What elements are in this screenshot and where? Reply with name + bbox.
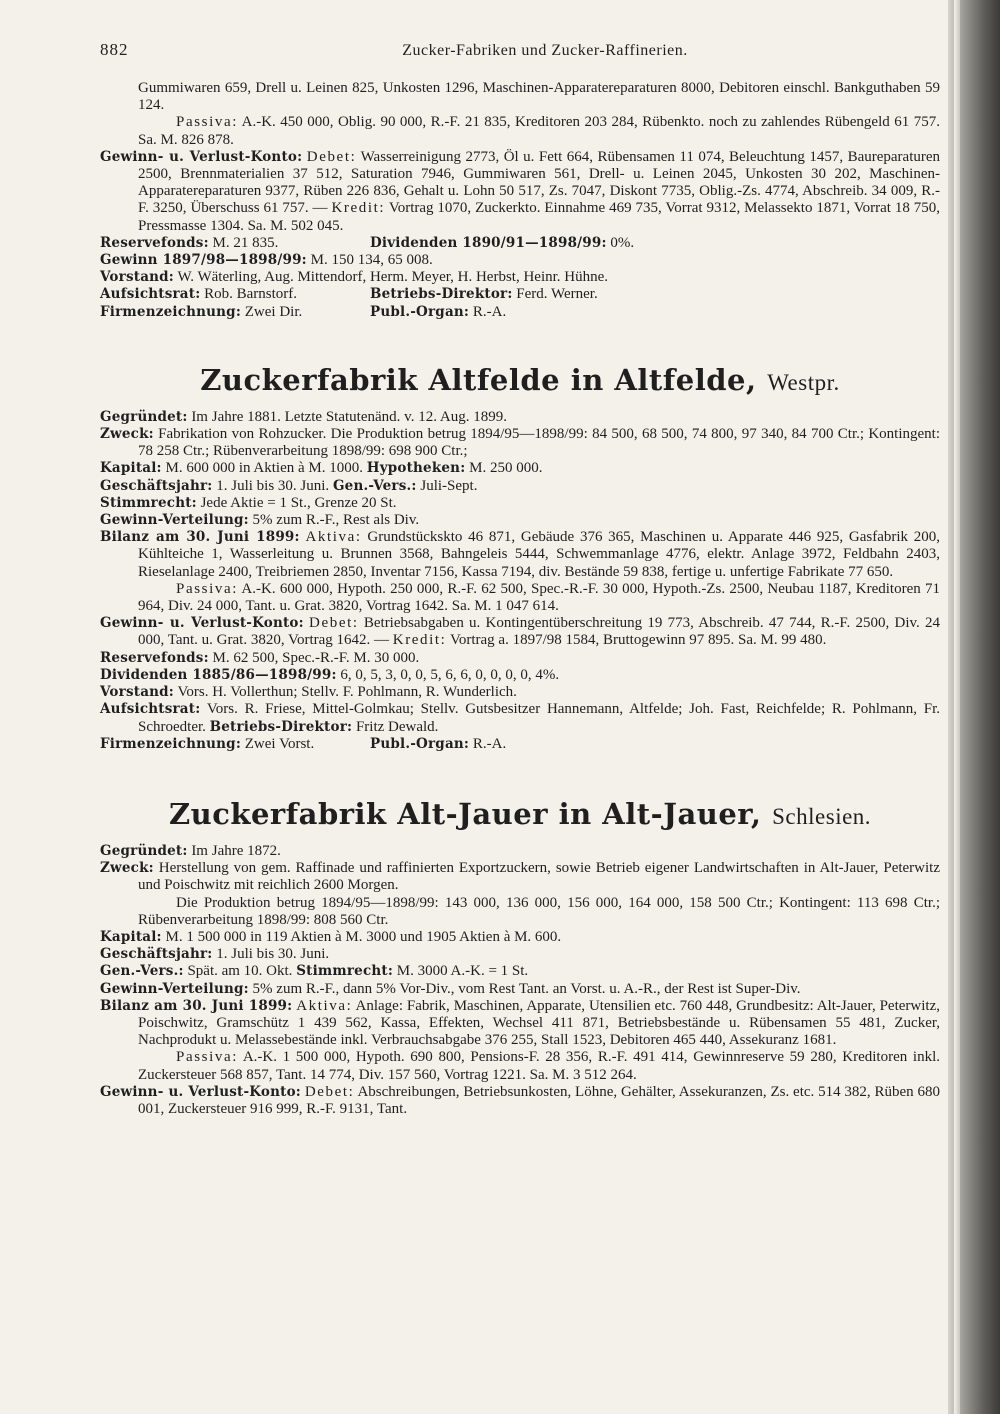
altfelde-aufsichtsrat: Aufsichtsrat: Vors. R. Friese, Mittel-Golmkau; Stellv. Gutsbesitzer Hannemann, Altfelde; Joh. Fast, Reichfelde; R. Pohlmann, Fr. Schroedter. Betriebs-Direktor: Fritz Dewald. [100, 701, 940, 735]
altfelde-gegruendet: Gegründet: Im Jahre 1881. Letzte Statutenänd. v. 12. Aug. 1899. [100, 408, 507, 425]
running-title: Zucker-Fabriken und Zucker-Raffinerien. [402, 42, 688, 59]
altjauer-gewinn-verteilung: Gewinn-Verteilung: 5% zum R.-F., dann 5% Vor-Div., vom Rest Tant. an Vorst. u. A.-R., der Rest ist Super-Div. [100, 980, 801, 997]
altjauer-bilanz-aktiva: Bilanz am 30. Juni 1899: Aktiva: Anlage: Fabrik, Maschinen, Apparate, Utensilien etc. 760 448, Grundbesitz: Alt-Jauer, Peterwitz, Poischwitz, Gramschütz 1 439 562, Kassa, Effekten, Wechsel 411 871, Betriebsbestände u. Rübensamen 55 481, Zucker, Nachprodukt u. Melassebestände inkl. Verbrauchsabgabe 376 255, Stall 1523, Debitoren 465 440, Assekuranz 1681. [100, 997, 940, 1049]
altjauer-gen-vers: Gen.-Vers.: Spät. am 10. Okt. Stimmrecht: M. 3000 A.-K. = 1 St. [100, 963, 529, 980]
page-number: 882 [100, 40, 129, 59]
altfelde-zweck: Zweck: Fabrikation von Rohzucker. Die Produktion betrug 1894/95—1898/99: 84 500, 68 500, 74 800, 97 340, 84 700 Ctr.; Kontingent: 78 258 Ctr.; Rübenverarbeitung 1898/99: 698 900 Ctr.; [100, 426, 941, 460]
altjauer-produktion: Die Produktion betrug 1894/95—1898/99: 143 000, 136 000, 156 000, 164 000, 158 500 Ctr.; Kontingent: 113 698 Ctr.; Rübenverarbeitung 1898/99: 808 560 Ctr. [138, 894, 940, 928]
scan-edge-highlight [954, 0, 960, 1414]
prev-gewinn: Gewinn 1897/98—1898/99: M. 150 134, 65 008. [100, 252, 433, 269]
altjauer-kapital: Kapital: M. 1 500 000 in 119 Aktien à M. 3000 und 1905 Aktien à M. 600. [100, 928, 562, 945]
entry-altjauer [100, 843, 940, 1118]
altjauer-guv: Gewinn- u. Verlust-Konto: Debet: Abschreibungen, Betriebsunkosten, Löhne, Gehälter, Assekuranzen, Zs. etc. 514 382, Rüben 680 001, Zuckersteuer 916 999, R.-F. 9131, Tant. [100, 1083, 941, 1117]
altfelde-stimmrecht: Stimmrecht: Jede Aktie = 1 St., Grenze 20 St. [100, 494, 397, 511]
running-head [100, 40, 940, 80]
prev-passiva: Passiva: A.-K. 450 000, Oblig. 90 000, R.-F. 21 835, Kreditoren 203 284, Rübenkto. noch zu zahlendes Rübengeld 61 757. Sa. M. 826 878. [138, 114, 940, 148]
prev-aufsichtsrat: Aufsichtsrat: Rob. Barnstorf. Betriebs-Direktor: Ferd. Werner. [100, 286, 598, 303]
prev-continuation: Gummiwaren 659, Drell u. Leinen 825, Unkosten 1296, Maschinen-Apparatereparaturen 8000, Debitoren einschl. Bankguthaben 59 124. [138, 80, 940, 114]
prev-reserve-dividenden: Reservefonds: M. 21 835. Dividenden 1890/91—1898/99: 0%. [100, 234, 635, 251]
prev-firmenzeichnung: Firmenzeichnung: Zwei Dir. Publ.-Organ: R.-A. [100, 303, 507, 320]
altjauer-passiva: Passiva: A.-K. 1 500 000, Hypoth. 690 800, Pensions-F. 28 356, R.-F. 491 414, Gewinnreserve 59 280, Kreditoren inkl. Zuckersteuer 568 857, Tant. 14 774, Div. 157 560, Vortrag 1221. Sa. M. 3 512 264. [138, 1049, 940, 1083]
altfelde-firmenzeichnung: Firmenzeichnung: Zwei Vorst. Publ.-Organ: R.-A. [100, 735, 507, 752]
altfelde-dividenden: Dividenden 1885/86—1898/99: 6, 0, 5, 3, 0, 0, 5, 6, 6, 0, 0, 0, 0, 4%. [100, 666, 560, 683]
heading-altfelde: Zuckerfabrik Altfelde in Altfelde, Westpr. [200, 362, 840, 397]
altfelde-bilanz-aktiva: Bilanz am 30. Juni 1899: Aktiva: Grundstückskto 46 871, Gebäude 376 365, Maschinen u. Apparate 446 925, Gasfabrik 200, Kühlteiche 1, Wasserleitung u. Brunnen 3568, Bahngeleis 5444, Schwemmanlage 4776, elektr. Anlage 3972, Feldbahn 2403, Rieselanlage 2400, Treibriemen 2850, Inventar 7156, Kassa 7194, div. Bestände 59 838, fertige u. unfertige Fabrikate 77 650. [100, 529, 941, 580]
altfelde-passiva: Passiva: A.-K. 600 000, Hypoth. 250 000, R.-F. 62 500, Spec.-R.-F. 30 000, Hypoth.-Zs. 2500, Neubau 1187, Kreditoren 71 964, Div. 24 000, Tant. u. Grat. 3820, Vortrag 1642. Sa. M. 1 047 614. [138, 580, 940, 615]
altfelde-gewinn-verteilung: Gewinn-Verteilung: 5% zum R.-F., Rest als Div. [100, 512, 420, 529]
entry-altfelde [100, 409, 940, 753]
altfelde-guv: Gewinn- u. Verlust-Konto: Debet: Betriebsabgaben u. Kontingentüberschreitung 19 773, Abschreib. 47 744, R.-F. 2500, Div. 24 000, Tant. u. Grat. 3820, Vortrag 1642. — Kredit: Vortrag a. 1897/98 1584, Bruttogewinn 97 895. Sa. M. 99 480. [100, 615, 941, 649]
altfelde-reservefonds: Reservefonds: M. 62 500, Spec.-R.-F. M. 30 000. [100, 649, 420, 666]
prev-guv: Gewinn- u. Verlust-Konto: Debet: Wasserreinigung 2773, Öl u. Fett 664, Rübensamen 11 074, Beleuchtung 1457, Baureparaturen 2500, Brennmaterialien 37 512, Saturation 7946, Gummiwaren 561, Drell- u. Leinen 2045, Unkosten 30 202, Maschinen-Apparatereparaturen 9377, Rüben 226 836, Gehalt u. Lohn 50 517, Zs. 7047, Diskont 7735, Oblig.-Zs. 4774, Abschreib. 34 009, R.-F. 3250, Überschuss 61 757. — Kredit: Vortrag 1070, Zuckerkto. Einnahme 469 735, Vorrat 9312, Melassekto 1871, Vorrat 18 750, Pressmasse 1304. Sa. M. 502 045. [100, 148, 941, 234]
altjauer-gegruendet: Gegründet: Im Jahre 1872. [100, 842, 281, 859]
altjauer-geschaeftsjahr: Geschäftsjahr: 1. Juli bis 30. Juni. [100, 946, 330, 963]
altfelde-geschaeftsjahr: Geschäftsjahr: 1. Juli bis 30. Juni. Gen.-Vers.: Juli-Sept. [100, 477, 478, 494]
prev-entry [100, 80, 940, 321]
altfelde-kapital: Kapital: M. 600 000 in Aktien à M. 1000. Hypotheken: M. 250 000. [100, 460, 543, 477]
page [100, 40, 940, 1118]
heading-altjauer: Zuckerfabrik Alt-Jauer in Alt-Jauer, Schlesien. [168, 796, 872, 831]
altfelde-vorstand: Vorstand: Vors. H. Vollerthun; Stellv. F. Pohlmann, R. Wunderlich. [100, 684, 517, 701]
altjauer-zweck: Zweck: Herstellung von gem. Raffinade und raffinierten Exportzuckern, sowie Betrieb eigener Landwirtschaften in Alt-Jauer, Peterwitz und Poischwitz mit reichlich 2600 Morgen. [100, 860, 940, 894]
prev-vorstand: Vorstand: W. Wäterling, Aug. Mittendorf, Herm. Meyer, H. Herbst, Heinr. Hühne. [100, 269, 609, 286]
